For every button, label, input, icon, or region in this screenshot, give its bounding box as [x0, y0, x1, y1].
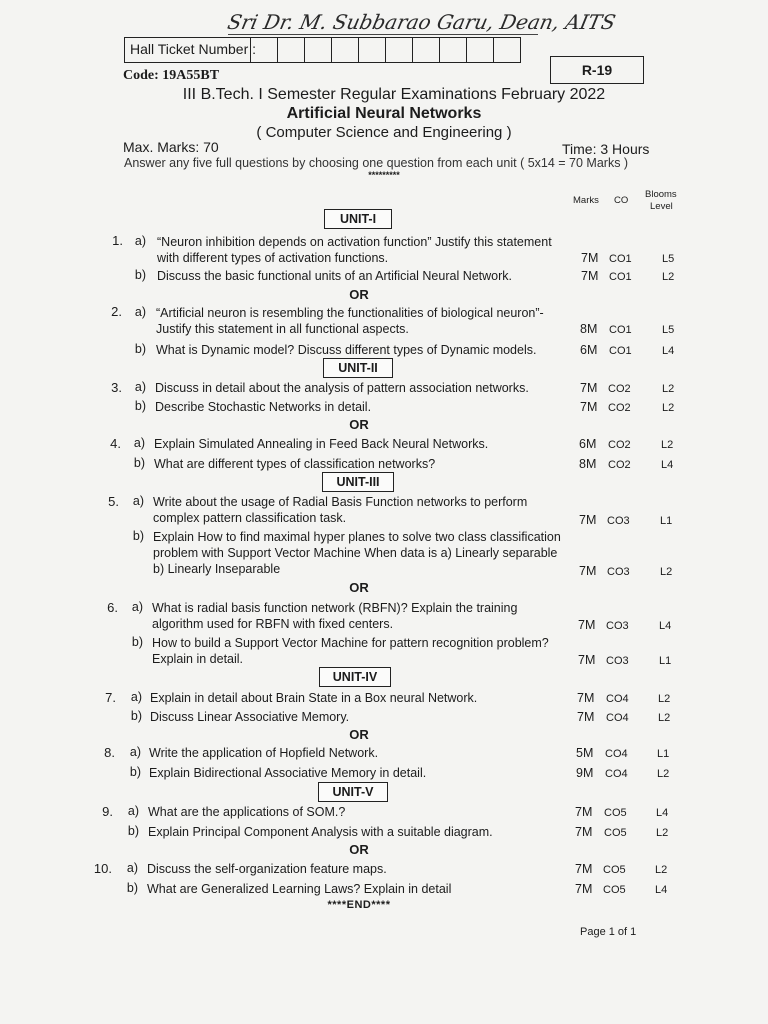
- question-level: L2: [661, 439, 674, 451]
- question-level: L4: [659, 620, 672, 632]
- hall-ticket-cell: [305, 38, 332, 62]
- regulation-box: R-19: [550, 56, 644, 84]
- question-level: L2: [656, 827, 669, 839]
- question-level: L2: [662, 383, 675, 395]
- question-marks: 7M: [579, 513, 597, 527]
- question-marks: 7M: [580, 400, 598, 414]
- hall-ticket-cell: [467, 38, 494, 62]
- or-separator: OR: [349, 727, 369, 742]
- question-marks: 7M: [575, 862, 593, 876]
- question-text: What are the applications of SOM.?: [148, 805, 346, 819]
- or-separator: OR: [349, 580, 369, 595]
- instructions: Answer any five full questions by choosing one question from each unit ( 5x14 = 70 Marks ): [124, 156, 629, 170]
- hall-ticket-cell: [359, 38, 386, 62]
- question-text: “Neuron inhibition depends on activation function” Justify this statement with different types of activation functions.: [157, 235, 552, 265]
- question-level: L2: [657, 768, 670, 780]
- question-text: Explain How to find maximal hyper planes to solve two class classification problem with Support Vector Machine When data is a) Linearly separable b) Linearly Inseparable: [153, 530, 561, 576]
- question-level: L1: [660, 515, 673, 527]
- question-part: b): [131, 635, 143, 649]
- hall-ticket-cell: [278, 38, 305, 62]
- question-marks: 7M: [581, 251, 599, 265]
- question-marks: 6M: [579, 437, 597, 451]
- question-number: 9.: [102, 804, 113, 819]
- question-text: What are Generalized Learning Laws? Explain in detail: [147, 882, 452, 896]
- question-part: a): [130, 690, 142, 704]
- question-number: 3.: [111, 380, 122, 395]
- subject-title: Artificial Neural Networks: [286, 105, 482, 122]
- question-level: L2: [662, 271, 675, 283]
- question-marks: 5M: [576, 746, 594, 760]
- question-marks: 7M: [577, 710, 595, 724]
- question-co: CO2: [608, 459, 631, 471]
- question-level: L2: [662, 402, 675, 414]
- question-part: b): [126, 881, 138, 895]
- question-part: b): [134, 399, 146, 413]
- question-co: CO1: [609, 253, 632, 265]
- question-marks: 7M: [578, 618, 596, 632]
- question-marks: 7M: [579, 564, 597, 578]
- question-level: L2: [655, 864, 668, 876]
- or-separator: OR: [349, 287, 369, 302]
- question-part: a): [126, 861, 138, 875]
- unit-heading: UNIT-IV: [319, 667, 391, 687]
- unit-heading: UNIT-II: [323, 358, 393, 378]
- question-text: Explain in detail about Brain State in a Box neural Network.: [150, 691, 478, 705]
- unit-heading: UNIT-V: [318, 782, 388, 802]
- question-marks: 6M: [580, 343, 598, 357]
- question-co: CO1: [609, 324, 632, 336]
- department: ( Computer Science and Engineering ): [256, 124, 512, 141]
- question-text: Write about the usage of Radial Basis Function networks to perform complex pattern classification task.: [153, 495, 528, 525]
- or-separator: OR: [349, 417, 369, 432]
- hall-ticket-cell: [413, 38, 440, 62]
- question-level: L1: [659, 655, 672, 667]
- question-text: Write the application of Hopfield Network.: [149, 746, 379, 760]
- question-part: a): [127, 804, 139, 818]
- question-co: CO5: [603, 884, 626, 896]
- question-marks: 9M: [576, 766, 594, 780]
- hall-ticket-box: [124, 37, 521, 63]
- question-co: CO3: [607, 566, 630, 578]
- question-level: L2: [658, 712, 671, 724]
- question-co: CO3: [606, 655, 629, 667]
- question-level: L4: [661, 459, 674, 471]
- question-text: Discuss the self-organization feature maps.: [147, 862, 387, 876]
- blooms-column-header: Blooms: [645, 189, 677, 200]
- question-marks: 7M: [581, 269, 599, 283]
- question-text: Explain Principal Component Analysis with a suitable diagram.: [148, 825, 493, 839]
- hall-ticket-cell: [494, 38, 520, 62]
- question-marks: 7M: [578, 653, 596, 667]
- question-level: L2: [660, 566, 673, 578]
- question-level: L5: [662, 253, 675, 265]
- question-text: Discuss Linear Associative Memory.: [150, 710, 350, 724]
- question-part: a): [131, 600, 143, 614]
- end-marker: ****END****: [327, 899, 391, 911]
- question-part: a): [134, 234, 146, 248]
- question-part: b): [133, 456, 145, 470]
- unit-heading: UNIT-I: [324, 209, 392, 229]
- question-co: CO2: [608, 383, 631, 395]
- hall-ticket-cell: [251, 38, 278, 62]
- question-part: b): [129, 765, 141, 779]
- question-co: CO1: [609, 271, 632, 283]
- question-co: CO4: [606, 693, 629, 705]
- question-part: a): [129, 745, 141, 759]
- co-column-header: CO: [614, 195, 629, 206]
- question-text: What is Dynamic model? Discuss different types of Dynamic models.: [156, 343, 537, 357]
- exam-title: III B.Tech. I Semester Regular Examinations February 2022: [182, 86, 606, 103]
- question-text: Discuss in detail about the analysis of pattern association networks.: [155, 381, 529, 395]
- question-level: L4: [662, 345, 675, 357]
- question-part: b): [127, 824, 139, 838]
- question-co: CO4: [606, 712, 629, 724]
- question-text: What is radial basis function network (RBFN)? Explain the training algorithm used for RBFN with fixed centers.: [152, 601, 518, 631]
- page-number: Page 1 of 1: [580, 926, 637, 938]
- question-number: 7.: [105, 690, 116, 705]
- question-co: CO3: [607, 515, 630, 527]
- level-column-header: Level: [650, 201, 673, 212]
- subject-code: Code: 19A55BT: [123, 68, 220, 83]
- question-number: 10.: [93, 861, 112, 876]
- question-co: CO5: [603, 864, 626, 876]
- question-text: How to build a Support Vector Machine for pattern recognition problem? Explain in detail.: [152, 636, 549, 666]
- question-number: 5.: [108, 494, 119, 509]
- question-co: CO3: [606, 620, 629, 632]
- question-part: a): [132, 494, 144, 508]
- exam-time: Time: 3 Hours: [562, 141, 650, 157]
- hall-ticket-cell: [386, 38, 413, 62]
- hall-ticket-cell: [332, 38, 359, 62]
- question-co: CO2: [608, 402, 631, 414]
- question-marks: 7M: [575, 805, 593, 819]
- question-co: CO1: [609, 345, 632, 357]
- question-number: 8.: [104, 745, 115, 760]
- question-part: b): [134, 268, 146, 282]
- question-text: Explain Bidirectional Associative Memory in detail.: [149, 766, 427, 780]
- question-part: b): [130, 709, 142, 723]
- question-marks: 7M: [575, 825, 593, 839]
- or-separator: OR: [349, 842, 369, 857]
- question-co: CO4: [605, 748, 628, 760]
- question-text: Discuss the basic functional units of an Artificial Neural Network.: [157, 269, 513, 283]
- separator: *********: [368, 170, 400, 180]
- question-level: L5: [662, 324, 675, 336]
- question-co: CO5: [604, 807, 627, 819]
- question-text: Describe Stochastic Networks in detail.: [155, 400, 372, 414]
- max-marks: Max. Marks: 70: [123, 139, 219, 155]
- question-level: L4: [655, 884, 668, 896]
- question-marks: 7M: [577, 691, 595, 705]
- question-text: “Artificial neuron is resembling the functionalities of biological neuron”- Justify this statement in all functional aspects.: [156, 306, 544, 336]
- hall-ticket-cell: [440, 38, 467, 62]
- question-level: L4: [656, 807, 669, 819]
- question-level: L1: [657, 748, 670, 760]
- question-text: Explain Simulated Annealing in Feed Back Neural Networks.: [154, 437, 489, 451]
- question-part: b): [134, 342, 146, 356]
- question-co: CO4: [605, 768, 628, 780]
- question-part: a): [134, 380, 146, 394]
- question-number: 4.: [110, 436, 121, 451]
- question-marks: 8M: [579, 457, 597, 471]
- question-number: 2.: [111, 304, 122, 319]
- handwritten-signature: Sri Dr. M. Subbarao Garu, Dean, AITS: [225, 10, 618, 34]
- unit-heading: UNIT-III: [322, 472, 394, 492]
- question-part: a): [134, 305, 146, 319]
- question-marks: 7M: [580, 381, 598, 395]
- question-number: 1.: [112, 233, 123, 248]
- question-text: What are different types of classification networks?: [154, 457, 436, 471]
- question-number: 6.: [107, 600, 118, 615]
- question-marks: 8M: [580, 322, 598, 336]
- question-marks: 7M: [575, 882, 593, 896]
- hall-ticket-label: Hall Ticket Number :: [125, 38, 251, 62]
- question-level: L2: [658, 693, 671, 705]
- question-co: CO2: [608, 439, 631, 451]
- question-part: a): [133, 436, 145, 450]
- question-part: b): [132, 529, 144, 543]
- signature-underline: [228, 34, 538, 35]
- question-co: CO5: [604, 827, 627, 839]
- marks-column-header: Marks: [573, 195, 599, 206]
